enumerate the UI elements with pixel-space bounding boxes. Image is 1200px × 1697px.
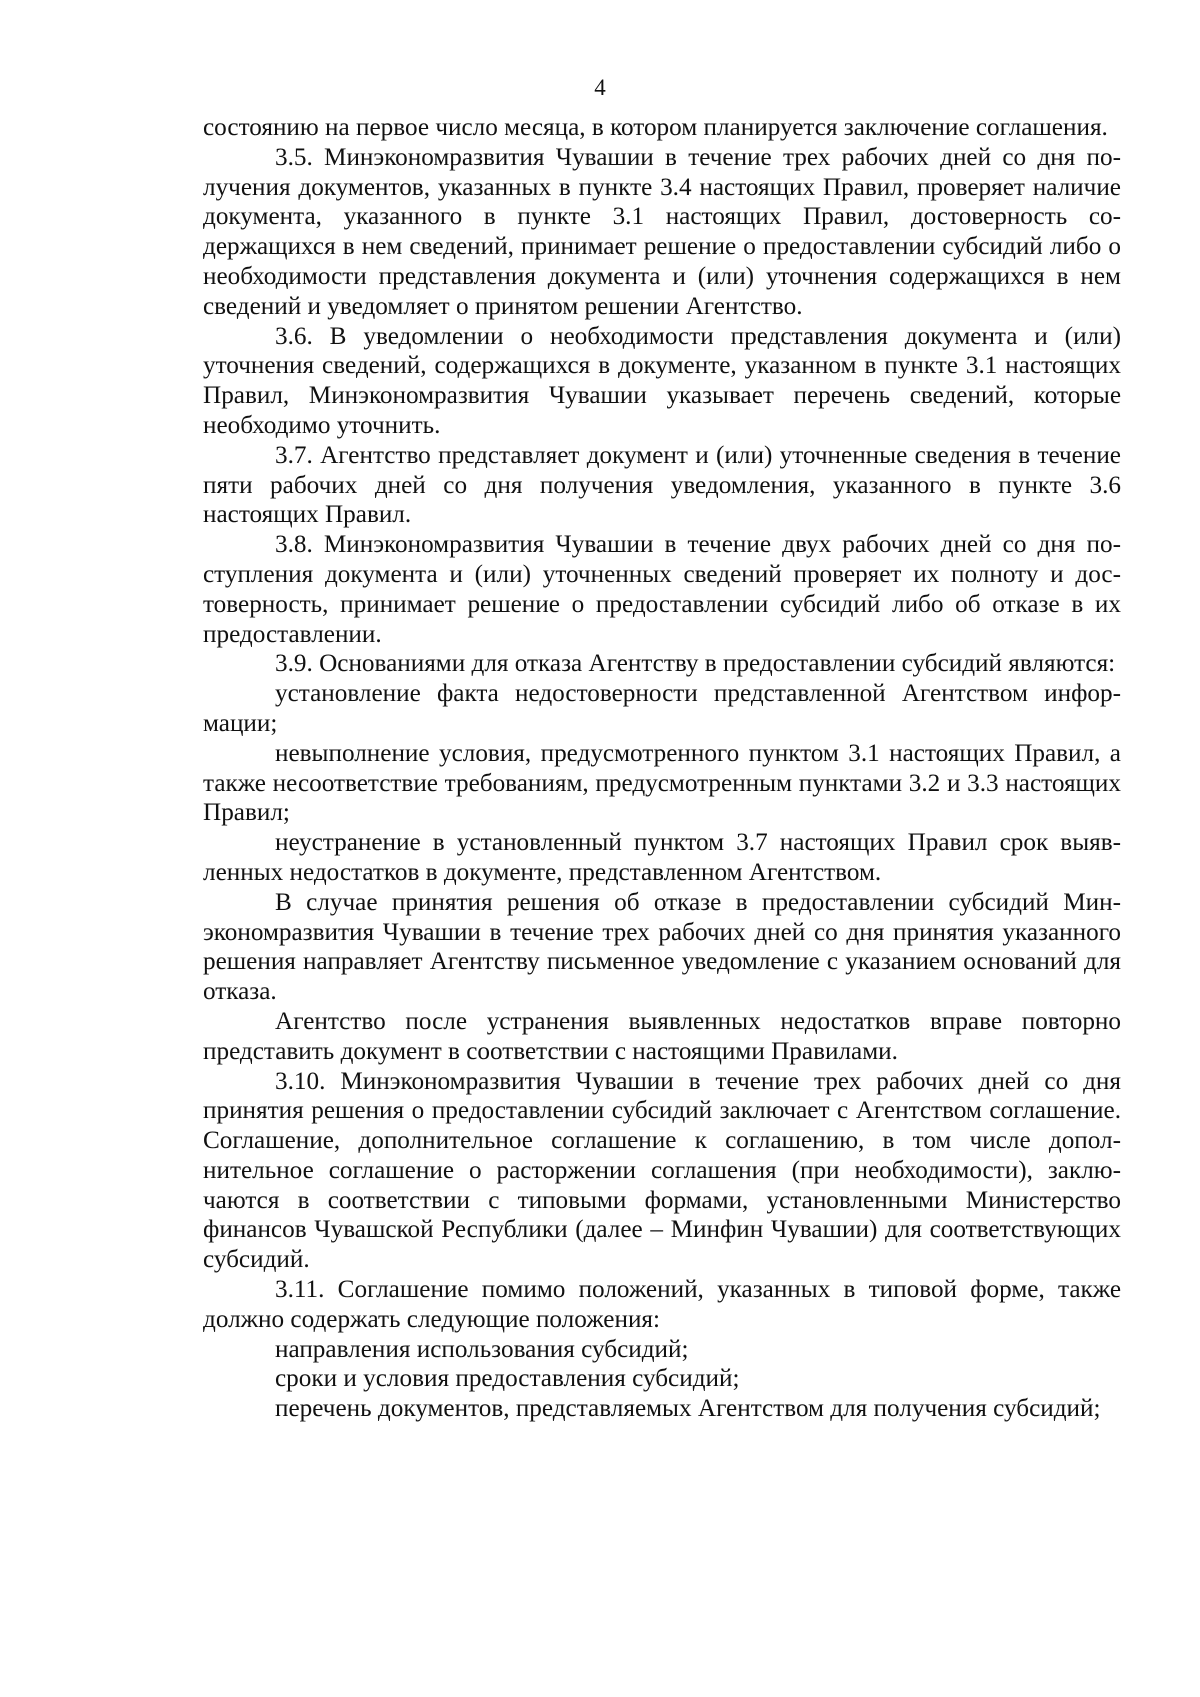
paragraph-refusal-reason-2: невыполнение условия, предусмотренного пунктом 3.1 настоящих Правил, а также несоответствие требованиям, предусмотренным пунктами 3.2 и 3.3 настоящих Правил;: [203, 739, 1121, 827]
paragraph-resubmission: Агентство после устранения выявленных недостатков вправе повторно представить документ в соответствии с настоящими Правилами.: [203, 1007, 1121, 1065]
paragraph-agreement-item-1: направления использования субсидий;: [275, 1335, 689, 1363]
paragraph-3-7: 3.7. Агентство представляет документ и (или) уточненные сведения в течение пяти рабочих дней со дня получения уведомления, указанного в пункте 3.6 настоящих Правил.: [203, 441, 1121, 529]
document-body: [203, 113, 1121, 1424]
paragraph-3-10: 3.10. Минэкономразвития Чувашии в течение трех рабочих дней со дня принятия решения о предоставлении субсидий заключает с Агентством соглашение. Соглашение, дополнительное соглашение к соглашению, в том числе дополнительное соглашение о расторжении соглашения (при необходимости), заключаются в соответствии с типовыми формами, установленными Министерство финансов Чувашской Республики (далее – Минфин Чувашии) для соответствующих субсидий.: [203, 1067, 1121, 1274]
paragraph-continuation: состоянию на первое число месяца, в котором планируется заключение соглашения.: [203, 114, 1108, 141]
paragraph-3-11: 3.11. Соглашение помимо положений, указанных в типовой форме, также должно содержать следующие положения:: [203, 1276, 1121, 1333]
paragraph-3-5: 3.5. Минэкономразвития Чувашии в течение трех рабочих дней со дня получения документов, указанных в пункте 3.4 настоящих Правил, проверяет наличие документа, указанного в пункте 3.1 настоящих Правил, достоверность содержащихся в нем сведений, принимает решение о предоставлении субсидий либо о необходимости представления документа и (или) уточнения содержащихся в нем сведений и уведомляет о принятом решении Агентство.: [203, 143, 1121, 320]
paragraph-agreement-item-3: перечень документов, представляемых Агентством для получения субсидий;: [275, 1395, 1101, 1423]
page-number: 4: [594, 75, 606, 100]
paragraph-3-6: 3.6. В уведомлении о необходимости представления документа и (или) уточнения сведений, содержащихся в документе, указанном в пункте 3.1 настоящих Правил, Минэкономразвития Чувашии указывает перечень сведений, которые необходимо уточнить.: [203, 322, 1121, 439]
paragraph-3-9: 3.9. Основаниями для отказа Агентству в предоставлении субсидий являются:: [275, 650, 1116, 678]
paragraph-refusal-reason-3: неустранение в установленный пунктом 3.7 настоящих Правил срок выявленных недостатков в документе, представленном Агентством.: [203, 829, 1121, 886]
paragraph-agreement-item-2: сроки и условия предоставления субсидий;: [275, 1365, 740, 1393]
paragraph-refusal-reason-1: установление факта недостоверности представленной Агентством информации;: [203, 680, 1121, 737]
paragraph-3-8: 3.8. Минэкономразвития Чувашии в течение двух рабочих дней со дня поступления документа и (или) уточненных сведений проверяет их полноту и достоверность, принимает решение о предоставлении субсидий либо об отказе в их предоставлении.: [203, 531, 1121, 648]
paragraph-refusal-notice: В случае принятия решения об отказе в предоставлении субсидий Минэкономразвития Чувашии в течение трех рабочих дней со дня принятия указанного решения направляет Агентству письменное уведомление с указанием оснований для отказа.: [203, 888, 1121, 1006]
